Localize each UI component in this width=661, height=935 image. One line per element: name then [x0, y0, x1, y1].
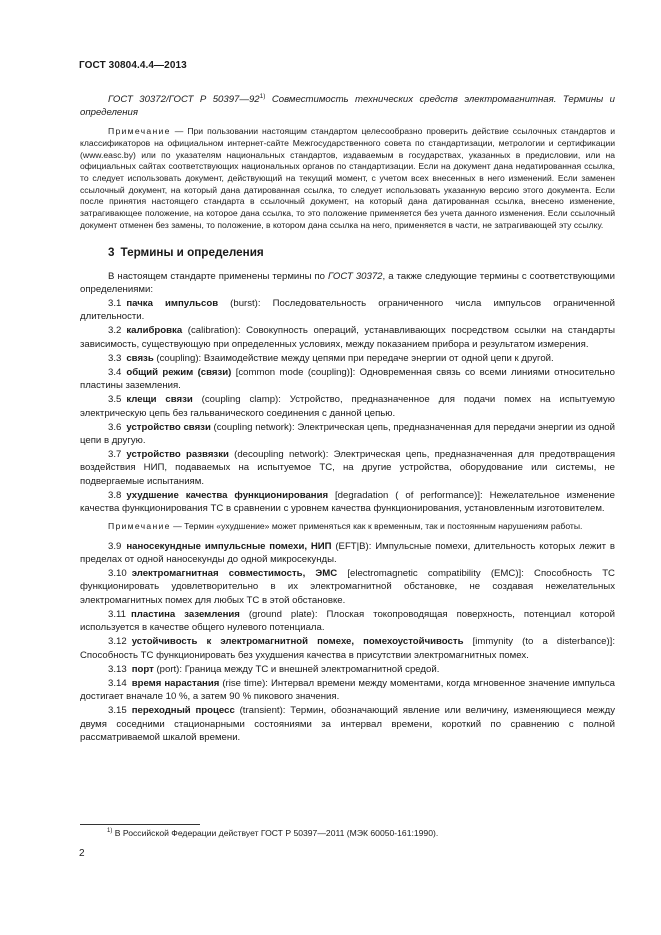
section-heading	[108, 246, 615, 259]
reference-code: ГОСТ 30372/ГОСТ Р 50397—92	[108, 94, 260, 106]
term-text: (port): Граница между ТС и внешней электромагнитной средой.	[153, 663, 440, 675]
note-text: — Термин «ухудшение» может применяться как к временным, так и постоянным нарушениям работы.	[170, 521, 583, 532]
term-definition	[80, 352, 615, 365]
term-text: (transient): Термин, обозначающий явление или величину, изменяющиеся между двумя соседними стационарными состояниями за интервал времени, короткий по сравнению с полной рассматриваемой шкалой времени.	[80, 705, 615, 743]
page-content	[80, 90, 615, 745]
term-number: 3.6	[108, 421, 122, 433]
term-number: 3.10	[108, 568, 127, 580]
note-block	[80, 126, 615, 231]
footnote-marker: 1)	[259, 93, 266, 100]
term-text: (calibration): Совокупность операций, устанавливающих посредством ссылки на стандарты зависимость, существующую при определенных условиях, между показанием прибора и результатом измерения.	[80, 325, 615, 350]
term-definition	[80, 421, 615, 447]
term-name: пачка импульсов	[126, 297, 219, 309]
term-definition	[80, 324, 615, 350]
term-number: 3.3	[108, 352, 122, 364]
term-text: (EFT|B): Импульсные помехи, длительность которых лежит в пределах от одной наносекунды до одной микросекунды.	[80, 540, 615, 566]
term-definition	[80, 393, 615, 419]
term-number: 3.5	[108, 394, 122, 406]
term-text: (coupling): Взаимодействие между цепями при передаче энергии от одной цепи к другой.	[153, 352, 554, 364]
term-number: 3.1	[108, 297, 122, 309]
term-text: (coupling network): Электрическая цепь, предназначенная для передачи энергии из одной цепи в другую.	[80, 421, 615, 446]
intro-text-end: , а также следующие термины с соответствующими определениями:	[80, 270, 615, 295]
term-number: 3.2	[108, 325, 122, 337]
term-definition	[80, 704, 615, 744]
term-definition	[80, 677, 615, 703]
term-name: пластина заземления	[130, 608, 240, 620]
intro-reference: ГОСТ 30372	[328, 270, 383, 282]
section-number: 3	[108, 245, 115, 259]
page-number: 2	[79, 848, 85, 859]
term-number: 3.9	[108, 540, 122, 552]
term-text: (burst): Последовательность ограниченного числа импульсов ограниченной длительности.	[80, 297, 615, 323]
term-text: [immynity (to a disterbance)]: Способность ТС функционировать без ухудшения качества в присутствии электромагнитных помех.	[80, 636, 615, 661]
term-name: калибровка	[126, 325, 183, 337]
terms-list	[80, 297, 615, 515]
term-text: (decoupling network): Электрическая цепь, предназначенная для предотвращения воздействия НИП, подаваемых на испытуемое ТС, на другие устройства, оборудование или системы, не подвергаемые испытаниям.	[80, 449, 616, 487]
term-definition	[80, 567, 615, 607]
term-number: 3.11	[108, 608, 126, 620]
term-text: [common mode (coupling)]: Одновременная связь со всеми линиями относительно пластины заземления.	[80, 366, 615, 392]
term-name: клещи связи	[126, 394, 193, 406]
footnote-text: В Российской Федерации действует ГОСТ Р 50397—2011 (МЭК 60050-161:1990).	[112, 828, 439, 838]
intro-text: В настоящем стандарте применены термины по	[108, 270, 329, 282]
term-number: 3.4	[108, 366, 122, 378]
normative-reference	[80, 90, 615, 119]
term-number: 3.14	[108, 677, 127, 689]
section-title: Термины и определения	[120, 245, 264, 259]
term-number: 3.7	[108, 449, 122, 461]
term-text: (ground plate): Плоская токопроводящая поверхность, потенциал которой используется в качестве общего нулевого потенциала.	[80, 608, 616, 634]
intro-paragraph	[80, 270, 615, 296]
term-name: ухудшение качества функционирования	[126, 489, 329, 501]
term-text: [electromagnetic compatibility (EMC)]: Способность ТС функционировать удовлетворительно в их электромагнитной обстановке, не создавая нежелательных электромагнитных помех для любых ТС в этой обстановке.	[80, 568, 615, 606]
term-text: [degradation ( of performance)]: Нежелательное изменение качества функционирования ТС в сравнении с уровнем качества функционирования, установленным изготовителем.	[80, 489, 615, 514]
term-name: устройство связи	[126, 421, 211, 433]
note-block-2	[80, 521, 615, 533]
term-number: 3.12	[108, 636, 127, 648]
term-number: 3.13	[108, 663, 127, 675]
term-name: устойчивость к электромагнитной помехе, помехоустойчивость	[131, 636, 464, 648]
footnote-divider	[80, 824, 200, 825]
term-name: устройство развязки	[126, 449, 229, 461]
term-name: переходный процесс	[131, 705, 235, 717]
term-text: (rise time): Интервал времени между моментами, когда мгновенное значение импульса достигает вначале 10 %, а затем 90 % пикового значения.	[80, 677, 615, 703]
term-definition	[80, 635, 615, 661]
note-label: Примечание	[108, 126, 171, 137]
note-label: Примечание	[108, 521, 171, 532]
term-number: 3.15	[108, 705, 127, 717]
note-text: — При пользовании настоящим стандартом целесообразно проверить действие ссылочных стандартов и классификаторов на официальном интернет-сайте Межгосударственного совета по стандартизации, метрологии и сертификации (www.easc.by) или по указателям национальных стандартов, издаваемым в государствах, указанных в предисловии, или на официальных сайтах соответствующих национальных органов по стандартизации. Если на документ дана недатированная ссылка, то следует использовать документ, действующий на текущий момент, с учетом всех внесенных в него изменений. Если заменен ссылочный документ, на который дана датированная ссылка, то следует использовать указанную версию этого документа. Если после принятия настоящего стандарта в ссылочный документ, на который дана датированная ссылка, внесено изменение, затрагивающее положение, на которое дана ссылка, то это положение применяется без учета данного изменения. Если ссылочный документ отменен без замены, то положение, в котором дана ссылка на него, применяется в части, не затрагивающей эту ссылку.	[80, 126, 615, 230]
document-header: ГОСТ 30804.4.4—2013	[79, 60, 187, 71]
term-name: электромагнитная совместимость, ЭМС	[131, 568, 338, 580]
term-definition	[80, 608, 615, 634]
term-name: общий режим (связи)	[126, 366, 232, 378]
term-name: наносекундные импульсные помехи, НИП	[126, 540, 332, 552]
footnote	[107, 828, 438, 838]
term-definition	[80, 448, 615, 488]
term-definition	[80, 663, 615, 676]
term-definition	[80, 489, 615, 515]
footnote-marker: 1)	[107, 828, 113, 835]
term-text: (coupling clamp): Устройство, предназначенное для подачи помех на испытуемую электрическую цепь без гальванического соединения с данной цепью.	[80, 394, 615, 419]
term-name: порт	[131, 663, 154, 675]
term-name: связь	[126, 352, 154, 364]
term-number: 3.8	[108, 489, 122, 501]
term-definition	[80, 540, 615, 566]
term-definition	[80, 366, 615, 392]
terms-list-2	[80, 540, 615, 744]
reference-title: Совместимость технических средств электромагнитная. Термины и определения	[80, 94, 615, 119]
term-name: время нарастания	[131, 677, 220, 689]
term-definition	[80, 297, 615, 323]
